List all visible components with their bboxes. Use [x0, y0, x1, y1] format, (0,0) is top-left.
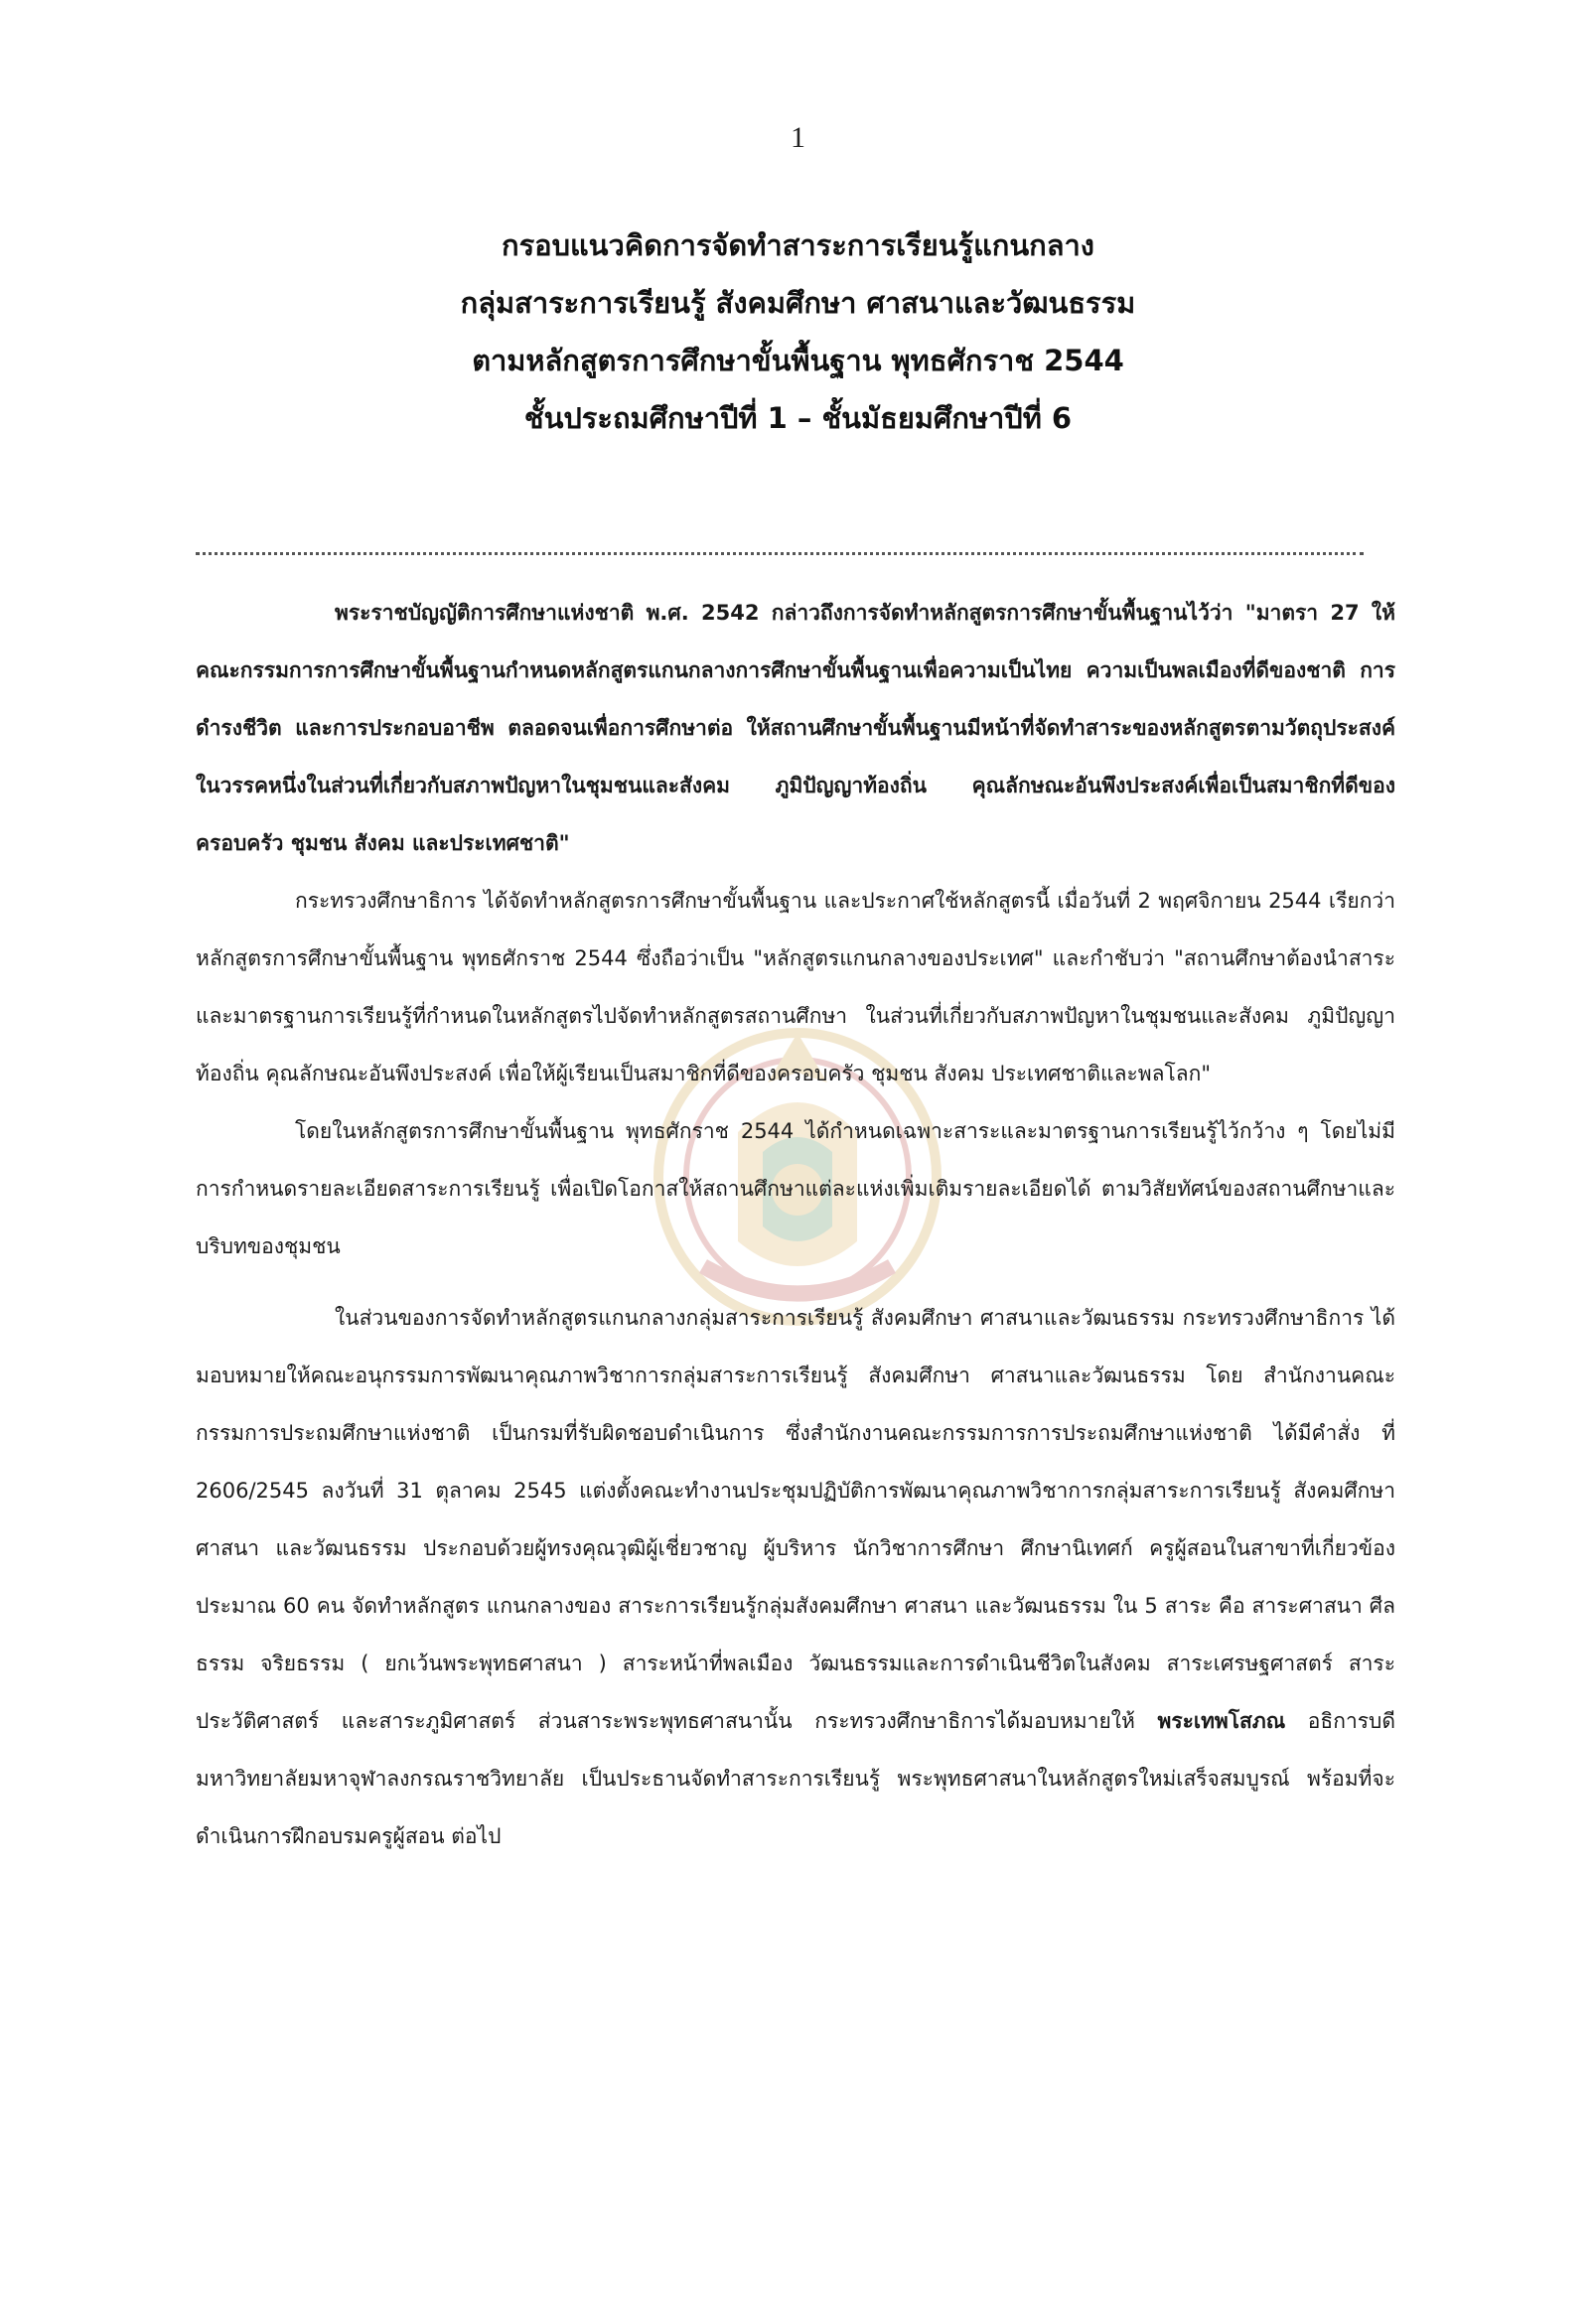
paragraph-4-text-end: อธิการบดีมหาวิทยาลัยมหาจุฬาลงกรณราชวิทยาลัย เป็นประธานจัดทำสาระการเรียนรู้ พระพุทธศาสนาในหลักสูตรใหม่เสร็จสมบูรณ์ พร้อมที่จะดำเนินการฝึกอบรมครูผู้สอน ต่อไป [196, 1709, 1395, 1848]
page-number: 1 [791, 121, 805, 154]
body-text [196, 584, 1395, 1865]
paragraph-4-name: พระเทพโสภณ [1157, 1709, 1286, 1733]
dotted-divider [196, 552, 1364, 555]
paragraph-1: พระราชบัญญัติการศึกษาแห่งชาติ พ.ศ. 2542 กล่าวถึงการจัดทำหลักสูตรการศึกษาขั้นพื้นฐานไว้ว่า "มาตรา 27 ให้คณะกรรมการการศึกษาขั้นพื้นฐานกำหนดหลักสูตรแกนกลางการศึกษาขั้นพื้นฐานเพื่อความเป็นไทย ความเป็นพลเมืองที่ดีของชาติ การดำรงชีวิต และการประกอบอาชีพ ตลอดจนเพื่อการศึกษาต่อ ให้สถานศึกษาขั้นพื้นฐานมีหน้าที่จัดทำสาระของหลักสูตรตามวัตถุประสงค์ในวรรคหนึ่งในส่วนที่เกี่ยวกับสภาพปัญหาในชุมชนและสังคม ภูมิปัญญาท้องถิ่น คุณลักษณะอันพึงประสงค์เพื่อเป็นสมาชิกที่ดีของครอบครัว ชุมชน สังคม และประเทศชาติ" [196, 601, 1395, 855]
paragraph-4-text-start: ในส่วนของการจัดทำหลักสูตรแกนกลางกลุ่มสาระการเรียนรู้ สังคมศึกษา ศาสนาและวัฒนธรรม กระทรวงศึกษาธิการ ได้มอบหมายให้คณะอนุกรรมการพัฒนาคุณภาพวิชาการกลุ่มสาระการเรียนรู้ สังคมศึกษา ศาสนาและวัฒนธรรม โดย สำนักงานคณะกรรมการประถมศึกษาแห่งชาติ เป็นกรมที่รับผิดชอบดำเนินการ ซึ่งสำนักงานคณะกรรมการการประถมศึกษาแห่งชาติ ได้มีคำสั่ง ที่ 2606/2545 ลงวันที่ 31 ตุลาคม 2545 แต่งตั้งคณะทำงานประชุมปฏิบัติการพัฒนาคุณภาพวิชาการกลุ่มสาระการเรียนรู้ สังคมศึกษา ศาสนา และวัฒนธรรม ประกอบด้วยผู้ทรงคุณวุฒิผู้เชี่ยวชาญ ผู้บริหาร นักวิชาการศึกษา ศึกษานิเทศก์ ครูผู้สอนในสาขาที่เกี่ยวข้องประมาณ 60 คน จัดทำหลักสูตร แกนกลางของ สาระการเรียนรู้กลุ่มสังคมศึกษา ศาสนา และวัฒนธรรม ใน 5 สาระ คือ สาระศาสนา ศีลธรรม จริยธรรม ( ยกเว้นพระพุทธศาสนา ) สาระหน้าที่พลเมือง วัฒนธรรมและการดำเนินชีวิตในสังคม สาระเศรษฐศาสตร์ สาระประวัติศาสตร์ และสาระภูมิศาสตร์ ส่วนสาระพระพุทธศาสนานั้น กระทรวงศึกษาธิการได้มอบหมายให้ [196, 1306, 1395, 1733]
title-line-3: ตามหลักสูตรการศึกษาขั้นพื้นฐาน พุทธศักราช 2544 [472, 344, 1124, 377]
paragraph-4 [196, 1289, 1395, 1865]
paragraph-2: กระทรวงศึกษาธิการ ได้จัดทำหลักสูตรการศึกษาขั้นพื้นฐาน และประกาศใช้หลักสูตรนี้ เมื่อวันที่ 2 พฤศจิกายน 2544 เรียกว่า หลักสูตรการศึกษาขั้นพื้นฐาน พุทธศักราช 2544 ซึ่งถือว่าเป็น "หลักสูตรแกนกลางของประเทศ" และกำชับว่า "สถานศึกษาต้องนำสาระและมาตรฐานการเรียนรู้ที่กำหนดในหลักสูตรไปจัดทำหลักสูตรสถานศึกษา ในส่วนที่เกี่ยวกับสภาพปัญหาในชุมชนและสังคม ภูมิปัญญาท้องถิ่น คุณลักษณะอันพึงประสงค์ เพื่อให้ผู้เรียนเป็นสมาชิกที่ดีของครอบครัว ชุมชน สังคม ประเทศชาติและพลโลก" [196, 889, 1395, 1085]
title-line-1: กรอบแนวคิดการจัดทำสาระการเรียนรู้แกนกลาง [502, 228, 1094, 262]
title-line-4: ชั้นประถมศึกษาปีที่ 1 – ชั้นมัธยมศึกษาปีที่ 6 [523, 401, 1073, 435]
document-title [199, 216, 1397, 447]
title-line-2: กลุ่มสาระการเรียนรู้ สังคมศึกษา ศาสนาและวัฒนธรรม [460, 286, 1136, 320]
paragraph-3: โดยในหลักสูตรการศึกษาขั้นพื้นฐาน พุทธศักราช 2544 ได้กำหนดเฉพาะสาระและมาตรฐานการเรียนรู้ไว้กว้าง ๆ โดยไม่มีการกำหนดรายละเอียดสาระการเรียนรู้ เพื่อเปิดโอกาสให้สถานศึกษาแต่ละแห่งเพิ่มเติมรายละเอียดได้ ตามวิสัยทัศน์ของสถานศึกษาและบริบทของชุมชน [196, 1119, 1395, 1258]
